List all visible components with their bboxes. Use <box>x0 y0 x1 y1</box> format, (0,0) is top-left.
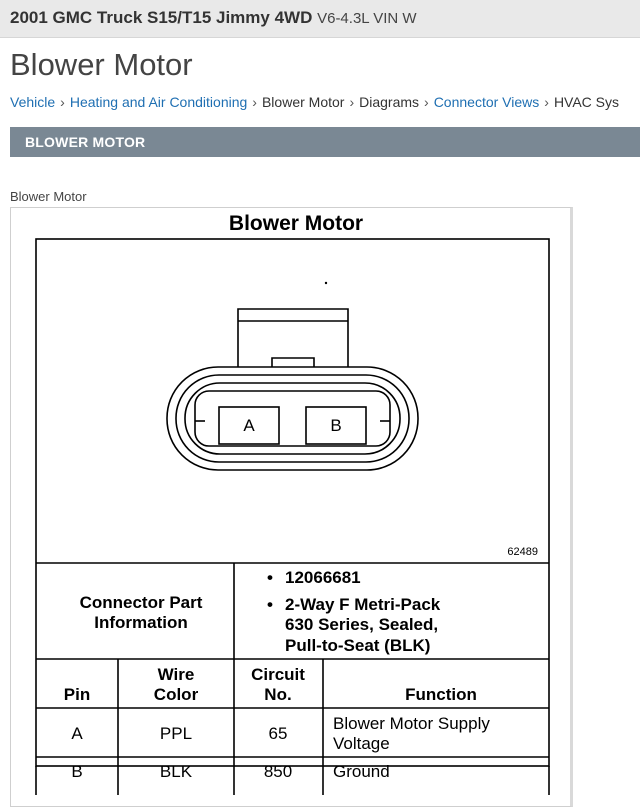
row-a-function: Blower Motor Supply <box>333 714 490 733</box>
row-b-circuit: 850 <box>263 762 293 781</box>
row-b-pin: B <box>71 762 83 781</box>
pin-a-label: A <box>243 416 255 435</box>
breadcrumb-blower-motor: Blower Motor <box>261 94 345 110</box>
breadcrumb <box>10 94 619 110</box>
breadcrumb-vehicle-link[interactable]: Vehicle <box>10 94 56 110</box>
column-header-wire-color: Color <box>153 685 199 704</box>
column-header-function: Function <box>405 685 477 704</box>
chevron-right-icon: › <box>252 94 257 110</box>
registration-dot <box>325 282 327 284</box>
part-description: 630 Series, Sealed, <box>285 615 439 634</box>
figure-caption: Blower Motor <box>10 189 87 204</box>
chevron-right-icon: › <box>544 94 549 110</box>
breadcrumb-diagrams: Diagrams <box>359 94 420 110</box>
connector-info-label: Information <box>94 613 188 632</box>
connector-middle-shell <box>176 375 409 462</box>
bullet-icon: • <box>267 568 273 587</box>
part-description: Pull-to-Seat (BLK) <box>285 636 431 655</box>
top-bar <box>0 0 640 38</box>
chevron-right-icon: › <box>60 94 65 110</box>
engine-label: V6-4.3L VIN W <box>317 10 417 27</box>
row-b-function: Ground <box>333 762 390 781</box>
diagram-title: Blower Motor <box>228 212 364 235</box>
page-title: Blower Motor <box>10 47 193 82</box>
section-title: BLOWER MOTOR <box>25 134 146 150</box>
pin-b-label: B <box>330 416 342 435</box>
part-number: 12066681 <box>285 568 361 587</box>
connector-diagram <box>11 208 571 795</box>
column-header-circuit: Circuit <box>251 665 305 684</box>
chevron-right-icon: › <box>424 94 429 110</box>
connector-info-label: Connector Part <box>79 593 203 612</box>
connector-drawing <box>167 309 418 470</box>
row-a-pin: A <box>71 724 83 743</box>
part-description: 2-Way F Metri-Pack <box>285 595 441 614</box>
breadcrumb-hvac: HVAC Sys <box>553 94 620 110</box>
latch-tab <box>272 358 314 367</box>
column-header-pin: Pin <box>63 685 91 704</box>
chevron-right-icon: › <box>349 94 355 110</box>
row-b-wire-color: BLK <box>159 762 193 781</box>
bullet-icon: • <box>267 595 273 614</box>
row-a-circuit: 65 <box>268 724 288 743</box>
row-a-wire-color: PPL <box>159 724 193 743</box>
connector-face <box>195 391 390 446</box>
column-header-wire-color: Wire <box>157 665 195 684</box>
breadcrumb-heating-link[interactable]: Heating and Air Conditioning <box>69 94 248 110</box>
section-header <box>10 127 640 157</box>
column-header-circuit: No. <box>264 685 292 704</box>
connector-inner-shell <box>185 383 400 454</box>
row-a-function: Voltage <box>333 734 390 753</box>
figure-number: 62489 <box>507 546 538 558</box>
vehicle-title <box>10 8 417 28</box>
breadcrumb-connector-views-link[interactable]: Connector Views <box>433 94 540 110</box>
vehicle-name: 2001 GMC Truck S15/T15 Jimmy 4WD <box>10 8 313 27</box>
